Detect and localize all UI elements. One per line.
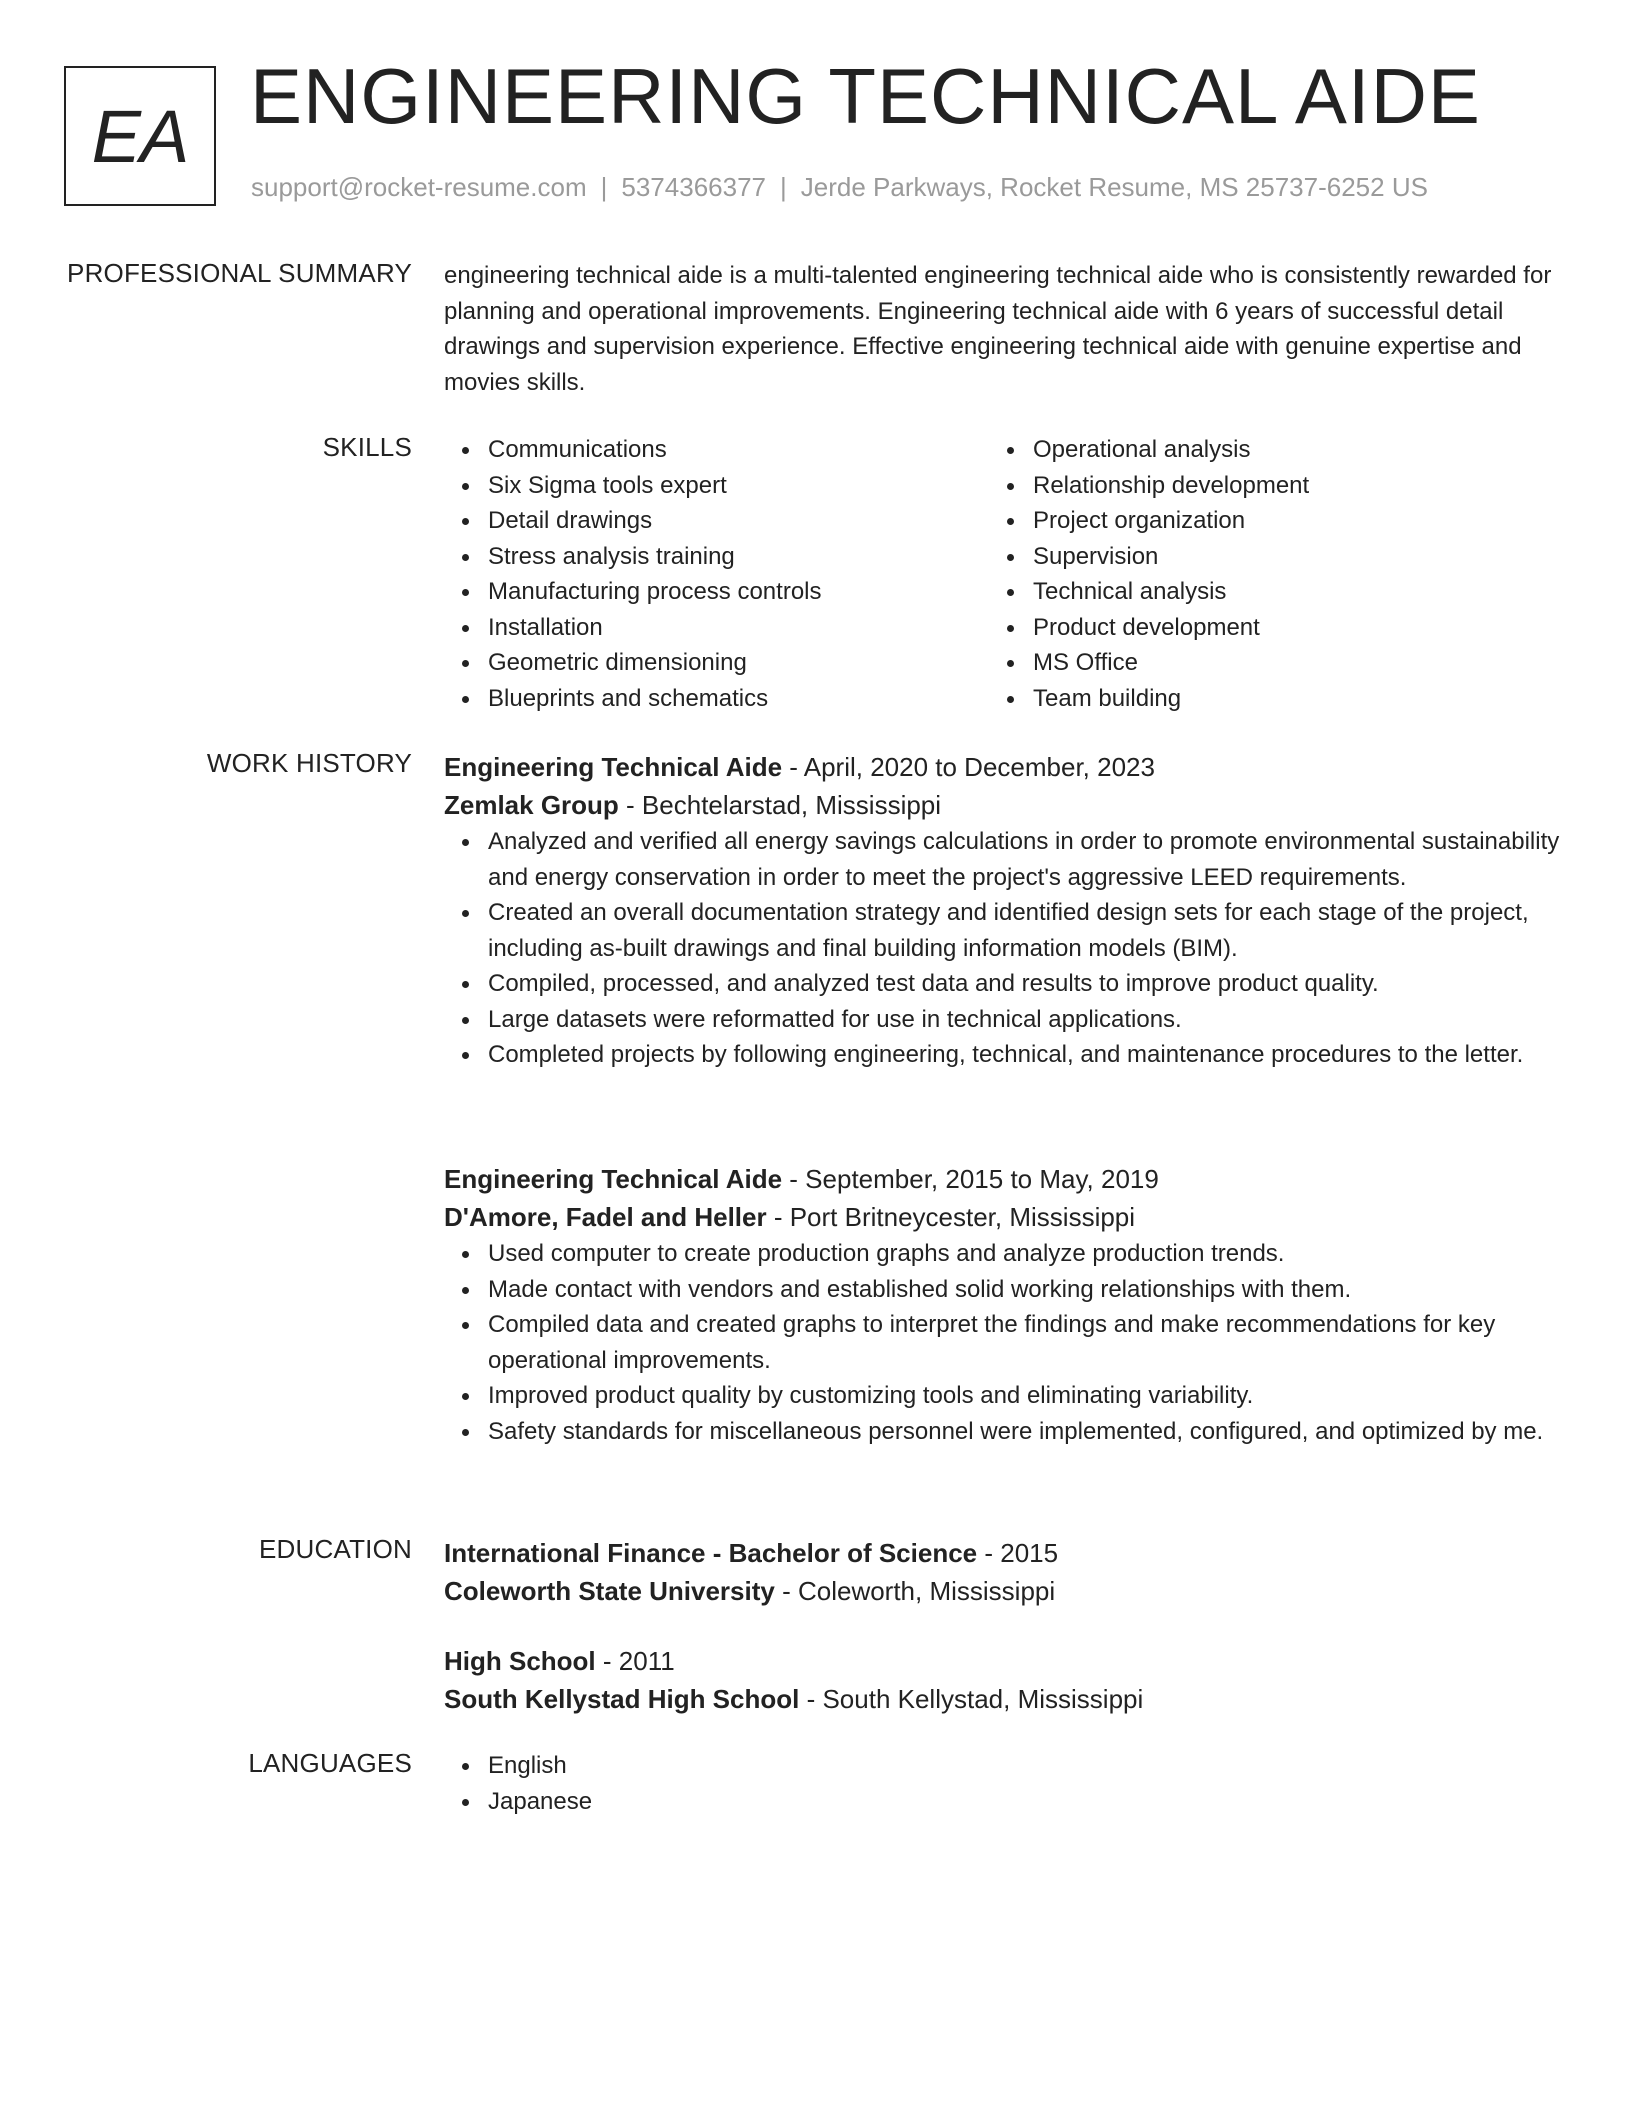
skill-item: Technical analysis — [1033, 574, 1534, 610]
contact-separator: | — [600, 172, 608, 202]
contact-address: Jerde Parkways, Rocket Resume, MS 25737-6252 US — [800, 172, 1428, 202]
job-bullet: Made contact with vendors and established solid working relationships with them. — [488, 1272, 1560, 1308]
skill-item: Team building — [1033, 681, 1534, 717]
skill-item: Detail drawings — [488, 503, 989, 539]
education-degree-line — [444, 1642, 1560, 1680]
skill-item: Blueprints and schematics — [488, 681, 989, 717]
language-item: English — [488, 1748, 1560, 1784]
work-history-heading: WORK HISTORY — [206, 748, 412, 778]
education-school-line — [444, 1680, 1560, 1718]
skill-item: Project organization — [1033, 503, 1534, 539]
skill-item: Supervision — [1033, 539, 1534, 575]
job-title-line — [444, 1160, 1560, 1198]
education-year: - 2015 — [977, 1538, 1059, 1568]
summary-body — [444, 258, 1560, 400]
languages-heading: LANGUAGES — [248, 1748, 412, 1778]
contact-line — [251, 172, 1428, 203]
job-company: D'Amore, Fadel and Heller — [444, 1202, 767, 1232]
job-bullet: Analyzed and verified all energy savings calculations in order to promote environmental sustainability and energy conservation in order to meet the project's aggressive LEED requirements. — [488, 824, 1560, 895]
job-title: Engineering Technical Aide — [444, 1164, 783, 1194]
education-year: - 2011 — [595, 1646, 675, 1676]
skill-item: Six Sigma tools expert — [488, 468, 989, 504]
job-dates: - September, 2015 to May, 2019 — [782, 1164, 1159, 1194]
education-school: Coleworth State University — [444, 1576, 775, 1606]
education-degree: International Finance - Bachelor of Science — [444, 1538, 978, 1568]
job-bullet: Created an overall documentation strategy and identified design sets for each stage of the project, including as-built drawings and final building information models (BIM). — [488, 895, 1560, 966]
job-bullet: Compiled data and created graphs to interpret the findings and make recommendations for key operational improvements. — [488, 1307, 1560, 1378]
contact-email[interactable]: support@rocket-resume.com — [251, 172, 587, 202]
monogram-badge — [64, 66, 216, 206]
job-location: - Bechtelarstad, Mississippi — [618, 790, 942, 820]
skills-body — [444, 432, 1560, 716]
skill-item: MS Office — [1033, 645, 1534, 681]
education-school-line — [444, 1572, 1560, 1610]
job-bullets — [444, 1236, 1560, 1449]
skills-column-right — [989, 432, 1534, 716]
education-entry — [444, 1642, 1560, 1718]
education-location: - South Kellystad, Mississippi — [799, 1684, 1144, 1714]
job-company-line — [444, 786, 1560, 824]
job-location: - Port Britneycester, Mississippi — [766, 1202, 1136, 1232]
education-location: - Coleworth, Mississippi — [774, 1576, 1056, 1606]
skill-item: Manufacturing process controls — [488, 574, 989, 610]
contact-phone[interactable]: 5374366377 — [621, 172, 766, 202]
job-company: Zemlak Group — [444, 790, 619, 820]
skill-item: Geometric dimensioning — [488, 645, 989, 681]
languages-list — [444, 1748, 1560, 1819]
skills-heading: SKILLS — [322, 432, 412, 462]
job-bullets — [444, 824, 1560, 1073]
skills-list-left — [444, 432, 989, 716]
education-heading: EDUCATION — [259, 1534, 412, 1564]
job-bullet: Completed projects by following engineering, technical, and maintenance procedures to the letter. — [488, 1037, 1560, 1073]
skills-column-left — [444, 432, 989, 716]
skill-item: Installation — [488, 610, 989, 646]
summary-text: engineering technical aide is a multi-talented engineering technical aide who is consistently rewarded for planning and operational improvements. Engineering technical aide with 6 years of successful detail drawings and supervision experience. Effective engineering technical aide with genuine expertise and movies skills. — [444, 262, 1552, 396]
job-title: Engineering Technical Aide — [444, 752, 783, 782]
candidate-name: ENGINEERING TECHNICAL AIDE — [250, 52, 1481, 140]
job-bullet: Improved product quality by customizing tools and eliminating variability. — [488, 1378, 1560, 1414]
skill-item: Communications — [488, 432, 989, 468]
job-title-line — [444, 748, 1560, 786]
skill-item: Product development — [1033, 610, 1534, 646]
job-company-line — [444, 1198, 1560, 1236]
education-school: South Kellystad High School — [444, 1684, 800, 1714]
language-item: Japanese — [488, 1784, 1560, 1820]
education-entry — [444, 1534, 1560, 1610]
contact-separator: | — [780, 172, 787, 202]
job-entry — [444, 748, 1560, 1073]
skill-item: Relationship development — [1033, 468, 1534, 504]
job-bullet: Large datasets were reformatted for use in technical applications. — [488, 1002, 1560, 1038]
summary-heading: PROFESSIONAL SUMMARY — [67, 258, 412, 288]
job-entry — [444, 1160, 1560, 1449]
skills-columns — [444, 432, 1560, 716]
job-bullet: Safety standards for miscellaneous personnel were implemented, configured, and optimized by me. — [488, 1414, 1560, 1450]
job-bullet: Compiled, processed, and analyzed test data and results to improve product quality. — [488, 966, 1560, 1002]
skill-item: Stress analysis training — [488, 539, 989, 575]
monogram-text: EA — [91, 94, 189, 178]
skill-item: Operational analysis — [1033, 432, 1534, 468]
education-degree-line — [444, 1534, 1560, 1572]
skills-list-right — [989, 432, 1534, 716]
languages-body — [444, 1748, 1560, 1819]
education-degree: High School — [444, 1646, 596, 1676]
job-dates: - April, 2020 to December, 2023 — [782, 752, 1155, 782]
job-bullet: Used computer to create production graphs and analyze production trends. — [488, 1236, 1560, 1272]
